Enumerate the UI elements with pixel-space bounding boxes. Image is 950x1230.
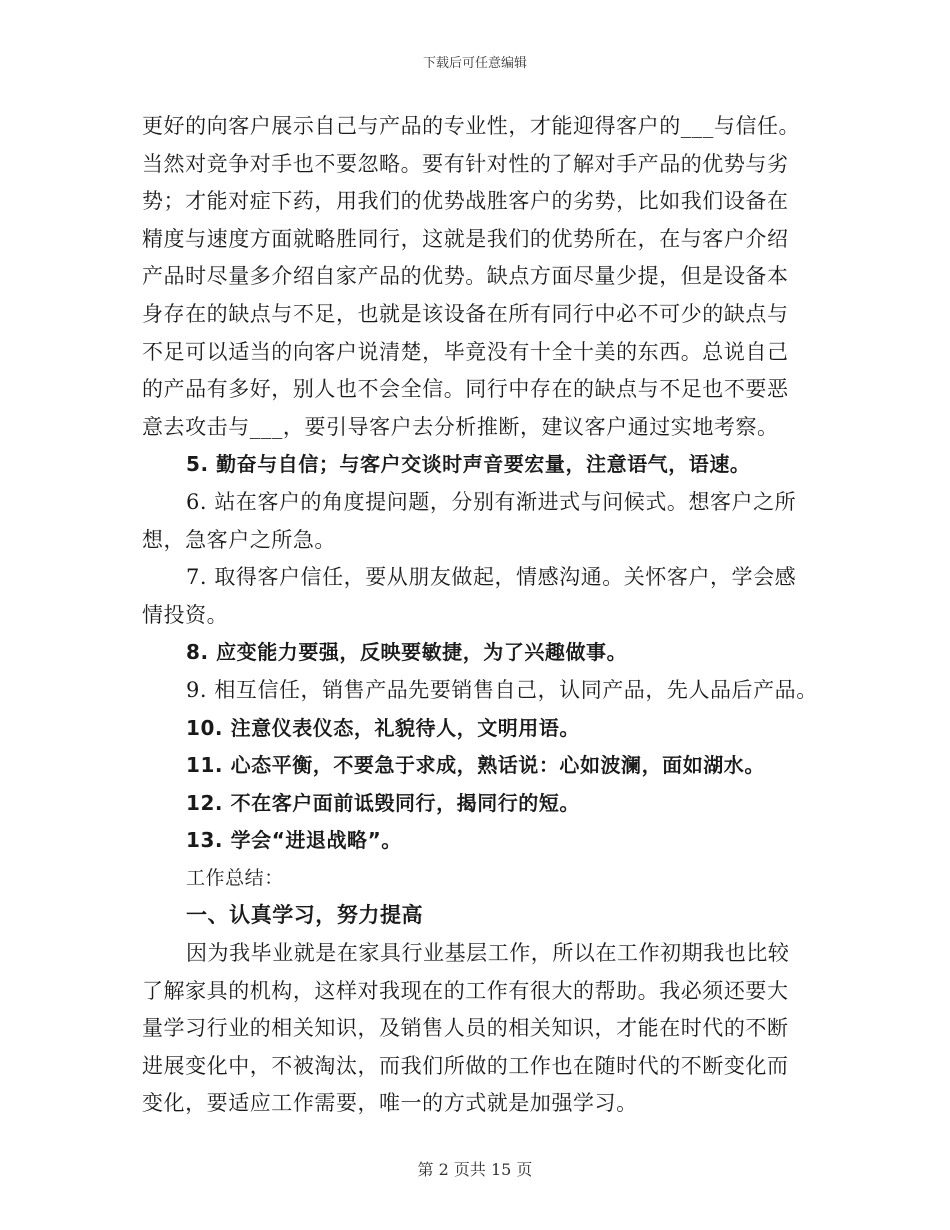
list-item-9: 9. 相互信任，销售产品先要销售自己，认同产品，先人品后产品。 xyxy=(186,677,818,702)
list-item-10: 10. 注意仪表仪态，礼貌待人，文明用语。 xyxy=(186,715,580,740)
list-item-8: 8. 应变能力要强，反映要敏捷，为了兴趣做事。 xyxy=(186,640,628,665)
paragraph-line: 精度与速度方面就略胜同行，这就是我们的优势所在，在与客户介绍 xyxy=(142,226,789,251)
paragraph-line: 产品时尽量多介绍自家产品的优势。缺点方面尽量少提，但是设备本 xyxy=(142,264,789,289)
paragraph-line: 当然对竞争对手也不要忽略。要有针对性的了解对手产品的优势与劣 xyxy=(142,151,789,176)
list-item-6-cont: 想，急客户之所急。 xyxy=(142,527,336,552)
page-header: 下载后可任意编辑 xyxy=(422,56,527,71)
summary-line: 变化，要适应工作需要，唯一的方式就是加强学习。 xyxy=(142,1091,638,1116)
summary-line: 量学习行业的相关知识，及销售人员的相关知识，才能在时代的不断 xyxy=(142,1016,789,1041)
summary-line: 进展变化中，不被淘汰，而我们所做的工作也在随时代的不断变化而 xyxy=(142,1053,789,1078)
list-item-6: 6. 站在客户的角度提问题，分别有渐进式与问候式。想客户之所 xyxy=(186,489,797,514)
summary-line: 了解家具的机构，这样对我现在的工作有很大的帮助。我必须还要大 xyxy=(142,978,789,1003)
document-body xyxy=(142,108,818,1123)
paragraph-line: 势；才能对症下药，用我们的优势战胜客户的劣势，比如我们设备在 xyxy=(142,189,789,214)
list-item-7: 7. 取得客户信任，要从朋友做起，情感沟通。关怀客户，学会感 xyxy=(186,565,797,590)
paragraph-line: 更好的向客户展示自己与产品的专业性，才能迎得客户的___与信任。 xyxy=(142,114,801,138)
list-item-5: 5. 勤奋与自信；与客户交谈时声音要宏量，注意语气，语速。 xyxy=(186,452,751,477)
list-item-11: 11. 心态平衡，不要急于求成，熟话说：心如波澜，面如湖水。 xyxy=(186,753,765,778)
paragraph-line: 意去攻击与___，要引导客户去分析推断，建议客户通过实地考察。 xyxy=(142,414,779,439)
paragraph-line: 身存在的缺点与不足，也就是该设备在所有同行中必不可少的缺点与 xyxy=(142,301,789,326)
paragraph-line: 不足可以适当的向客户说清楚，毕竟没有十全十美的东西。总说自己 xyxy=(142,339,789,364)
list-item-12: 12. 不在客户面前诋毁同行，揭同行的短。 xyxy=(186,790,580,815)
summary-line: 因为我毕业就是在家具行业基层工作，所以在工作初期我也比较 xyxy=(186,941,790,966)
list-item-7-cont: 情投资。 xyxy=(142,602,229,627)
page-footer: 第 2 页共 15 页 xyxy=(417,1160,533,1179)
summary-title: 工作总结： xyxy=(186,866,284,889)
section-heading: 一、认真学习，努力提高 xyxy=(186,903,424,928)
list-item-13: 13. 学会“进退战略”。 xyxy=(186,828,402,853)
paragraph-line: 的产品有多好，别人也不会全信。同行中存在的缺点与不足也不要恶 xyxy=(142,377,789,402)
